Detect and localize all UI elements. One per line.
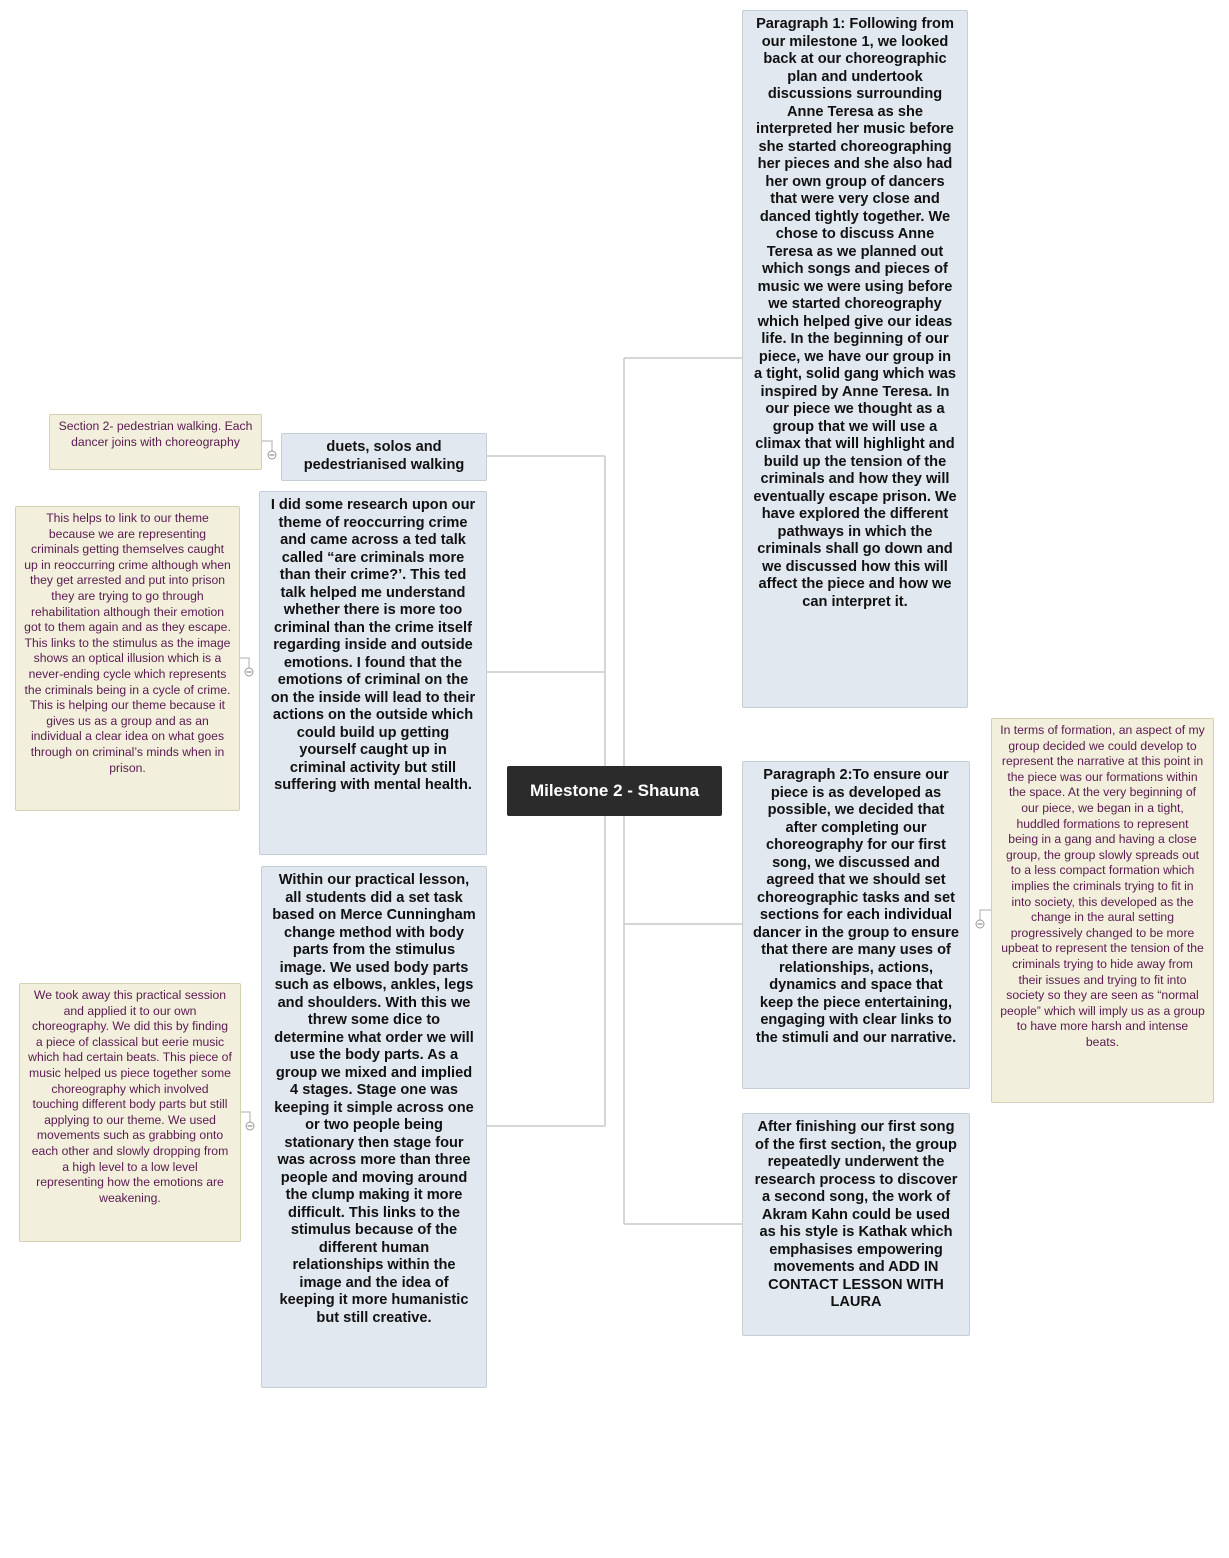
topic-duets-solos[interactable]: duets, solos and pedestrianised walking [281, 433, 487, 481]
topic-paragraph-2[interactable]: Paragraph 2:To ensure our piece is as developed as possible, we decided that after completing our choreography for our first song, we discussed and agreed that we should set choreographic tasks and set sections for each individual dancer in the group to ensure that there are many uses of relationships, actions, dynamics and space that keep the piece entertaining, engaging with clear links to the stimuli and our narrative. [742, 761, 970, 1089]
topic-second-song[interactable]: After finishing our first song of the first section, the group repeatedly underwent the research process to discover a second song, the work of Akram Kahn could be used as his style is Kathak which emphasises empowering movements and ADD IN CONTACT LESSON WITH LAURA [742, 1113, 970, 1336]
central-topic[interactable] [507, 766, 722, 816]
topic-paragraph-1[interactable]: Paragraph 1: Following from our milestone 1, we looked back at our choreographic plan and undertook discussions surrounding Anne Teresa as she interpreted her music before she started choreographing her pieces and she also had her own group of dancers that were very close and danced tightly together. We chose to discuss Anne Teresa as we planned out which songs and pieces of music we were using before we started choreography which helped give our ideas life. In the beginning of our piece, we have our group in a tight, solid gang which was inspired by Anne Teresa. In our piece we thought as a group that we will use a climax that will highlight and build up the tension of the criminals and how they will eventually escape prison. We have explored the different pathways in which the criminals shall go down and we discussed how this will affect the piece and how we can interpret it. [742, 10, 968, 708]
note-theme-link[interactable]: This helps to link to our theme because we are representing criminals getting themselves caught up in reoccurring crime although when they get arrested and put into prison they are trying to go through rehabilitation although their emotion got to them again and as they escape. This links to the stimulus as the image shows an optical illusion which is a never-ending cycle which represents the criminals being in a cycle of crime. This is helping our theme because it gives us as a group and as an individual a clear idea on what goes through on criminal’s minds when in prison. [15, 506, 240, 811]
topic-practical-lesson[interactable]: Within our practical lesson, all students did a set task based on Merce Cunningham change method with body parts from the stimulus image. We used body parts such as elbows, ankles, legs and shoulders. With this we threw some dice to determine what order we will use the body parts. As a group we mixed and implied 4 stages. Stage one was keeping it simple across one or two people being stationary then stage four was across more than three people and moving around the clump making it more difficult. This links to the stimulus because of the different human relationships within the image and the idea of keeping it more humanistic but still creative. [261, 866, 487, 1388]
note-practical-session[interactable]: We took away this practical session and applied it to our own choreography. We did this by finding a piece of classical but eerie music which had certain beats. This piece of music helped us piece together some choreography which involved touching different body parts but still applying to our theme. We used movements such as grabbing onto each other and slowly dropping from a high level to a low level representing how the emotions are weakening. [19, 983, 241, 1242]
central-topic-label: Milestone 2 - Shauna [529, 781, 700, 800]
note-formation[interactable]: In terms of formation, an aspect of my group decided we could develop to represent the narrative at this point in the piece was our formations within the space. At the very beginning of our piece, we began in a tight, huddled formations to represent being in a gang and having a close group, the group slowly spreads out to a less compact formation which implies the criminals trying to fit in into society, this developed as the change in the aural setting progressively changed to be more upbeat to represent the tension of the criminals trying to hide away from their issues and trying to fit into society so they are seen as “normal people” which will imply us as a group to have more harsh and intense beats. [991, 718, 1214, 1103]
topic-ted-talk-research[interactable]: I did some research upon our theme of reoccurring crime and came across a ted talk called “are criminals more than their crime?’. This ted talk helped me understand whether there is more too criminal than the crime itself regarding inside and outside emotions. I found that the emotions of criminal on the on the inside will lead to their actions on the outside which could build up getting yourself caught up in criminal activity but still suffering with mental health. [259, 491, 487, 855]
note-pedestrian-walking[interactable]: Section 2- pedestrian walking. Each dancer joins with choreography [49, 414, 262, 470]
